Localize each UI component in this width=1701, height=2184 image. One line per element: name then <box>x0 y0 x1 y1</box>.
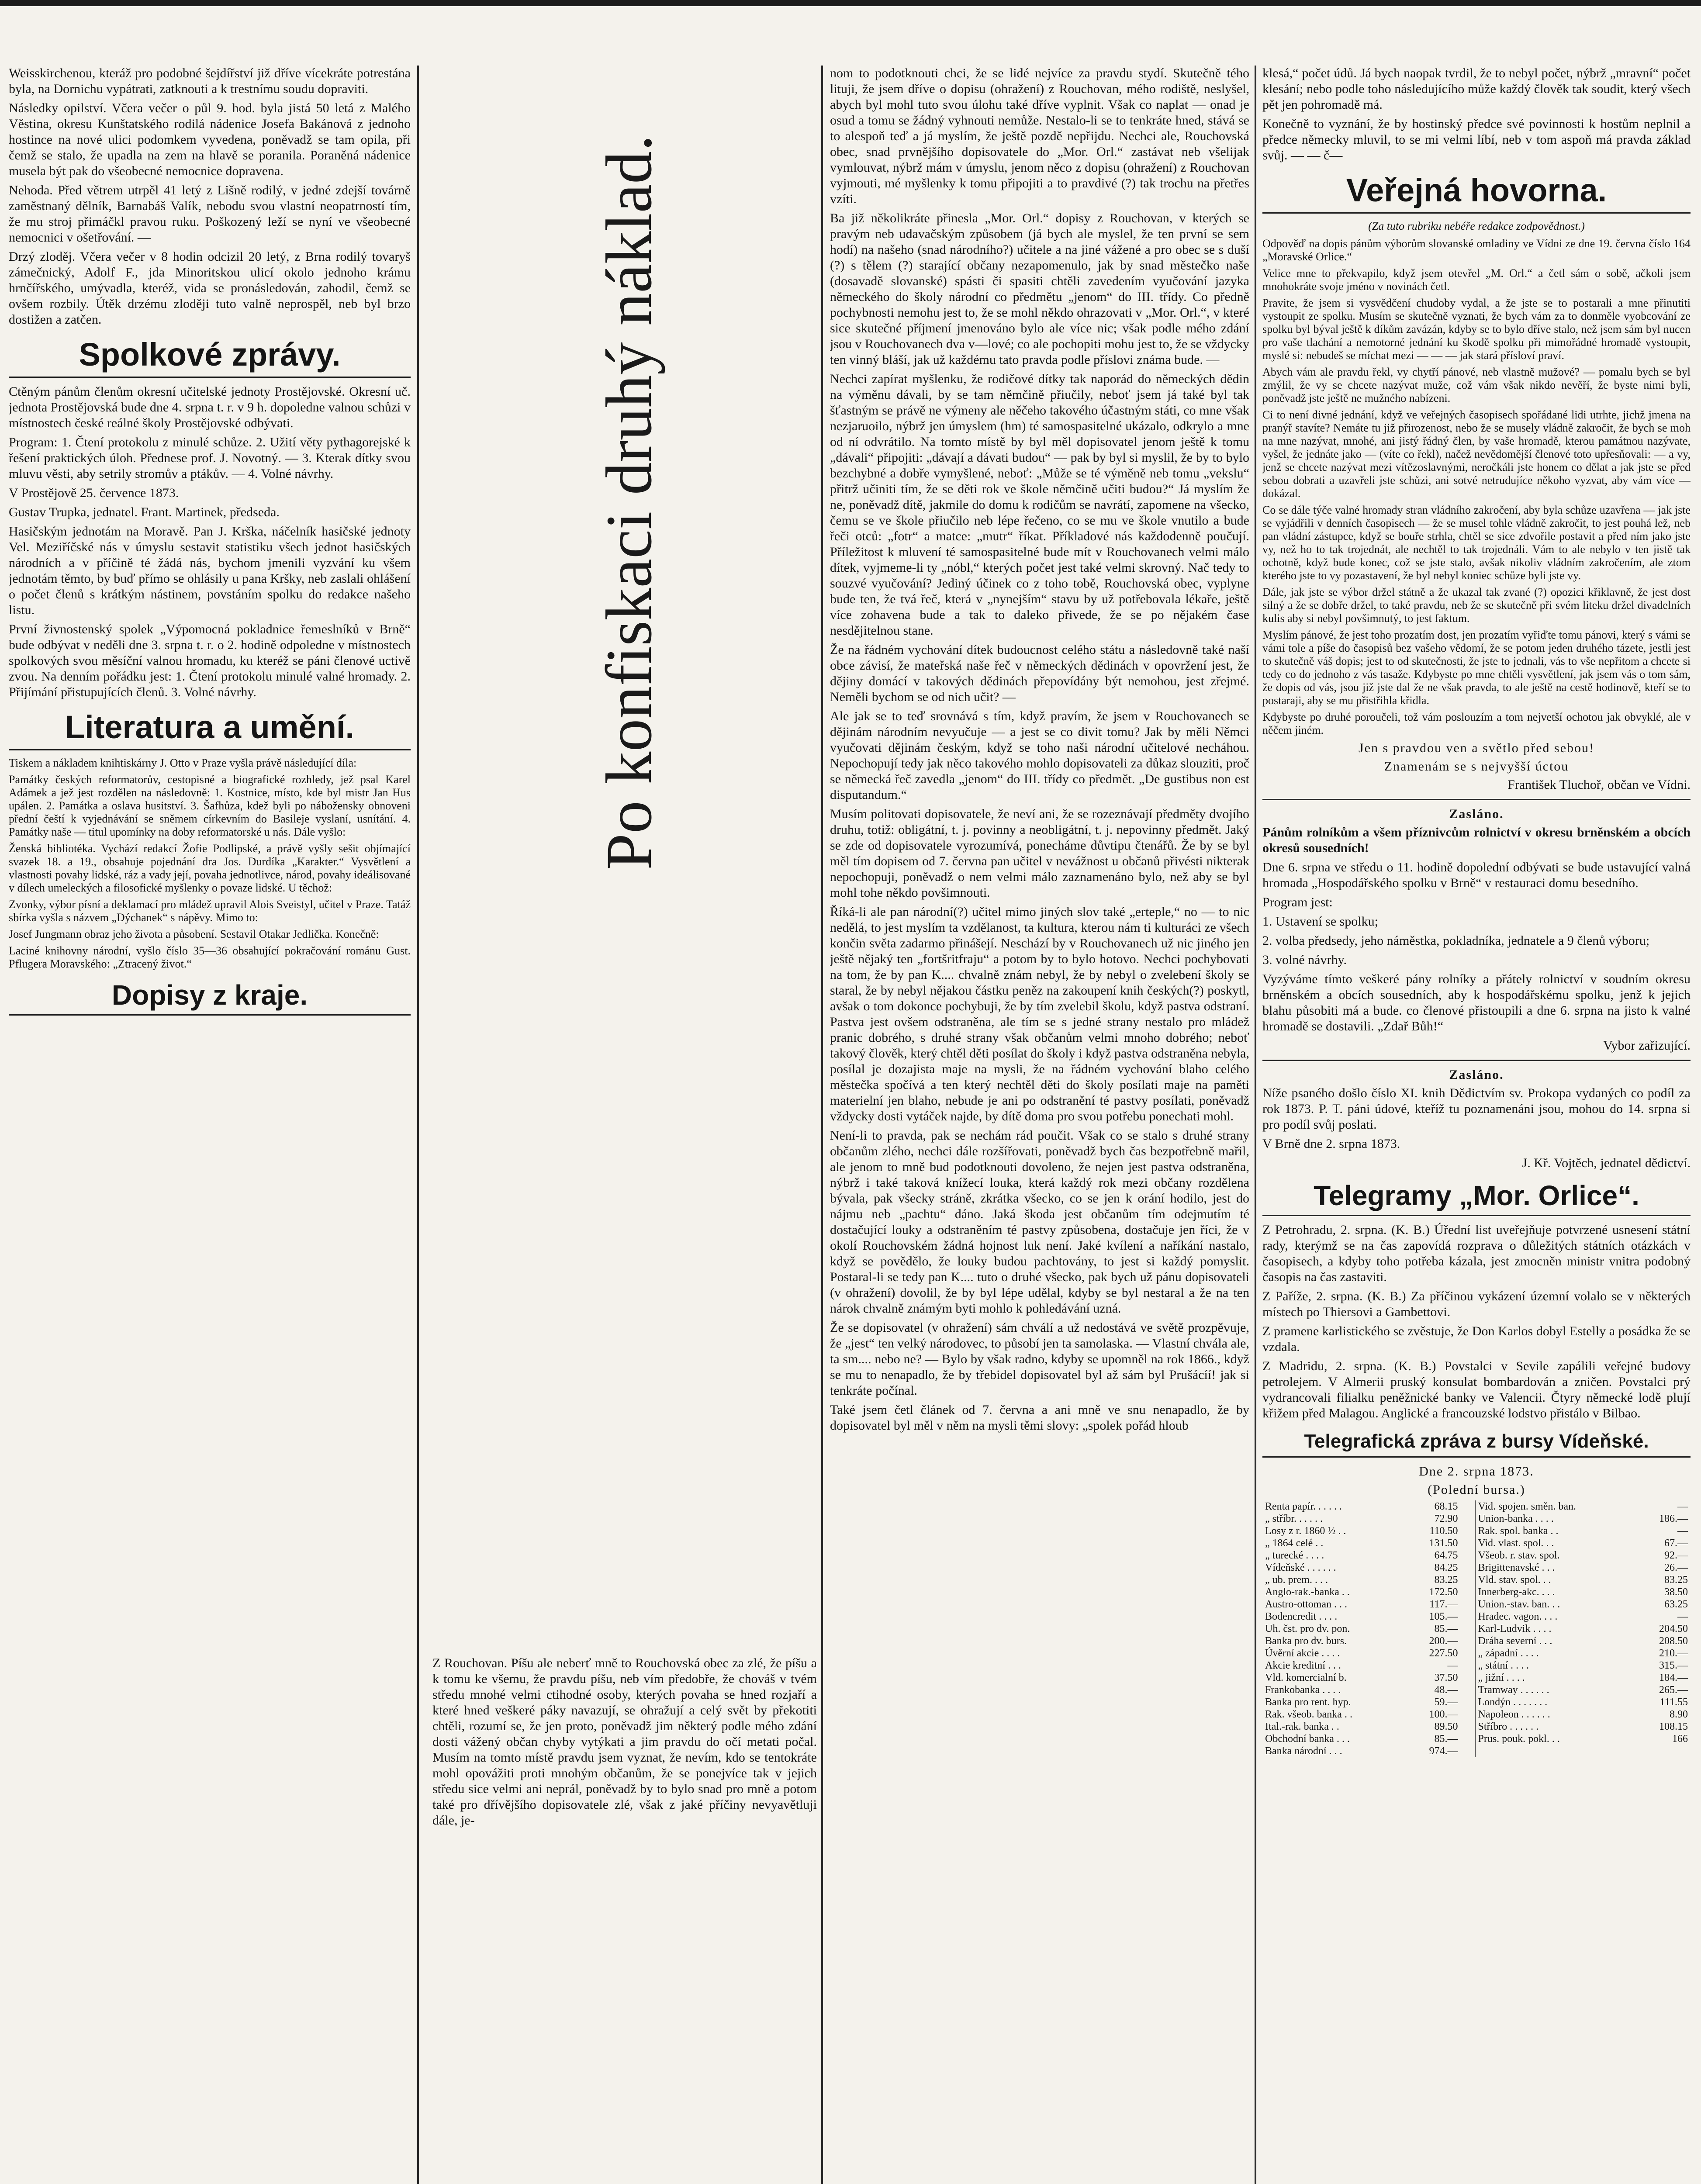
bursa-label: Hradec. vagon. . . . <box>1478 1611 1558 1622</box>
bursa-gap <box>1461 1549 1475 1562</box>
news-paragraph: Kdybyste po druhé poroučeli, tož vám poslouzím a tom nejvetší ochotou jak obvyklé, ale v něčem jiném. <box>1262 711 1691 736</box>
section-heading-telegramy: Telegramy „Mor. Orlice“. <box>1262 1180 1691 1216</box>
program-line: 1. Ustavení se spolku; <box>1262 914 1378 929</box>
news-paragraph: klesá,“ počet údů. Já bych naopak tvrdil, že to nebyl počet, nýbrž „mravní“ počet klesání; nebo podle toho následujícího může každý člověk tak soudit, který všech pět jen pohromadě má. <box>1262 66 1691 112</box>
news-paragraph: Vyzýváme tímto veškeré pány rolníky a přátely rolnictví v soudním okresu brněnském a obcích sousedních, aby k hospodářskému spolku, jenž k jejich blahu působiti má a bude. co členové přistoupili a dne 6. srpna na jisto k valné hromadě se dostavili. „Zdař Bůh!“ <box>1262 972 1691 1033</box>
bursa-label: Londýn . . . . . . . <box>1478 1697 1548 1708</box>
section-heading-spolkove: Spolkové zprávy. <box>9 336 411 378</box>
bursa-label: Bodencredit . . . . <box>1265 1611 1338 1622</box>
bursa-value: 265.— <box>1659 1684 1688 1696</box>
confiscation-stamp-text: Po konfiskaci druhý náklad. <box>593 135 665 870</box>
bursa-label: „ ub. prem. . . . <box>1265 1574 1328 1586</box>
news-paragraph: Abych vám ale pravdu řekl, vy chytří pánové, neb vlastně mužové? — pomalu bych se byl zmýlil, že vy se chcete nazývat muže, což vám však nikdo nevěří, že byste nimi byli, poněvadž jste ještě ne mužného nabízeni. <box>1262 366 1691 404</box>
news-paragraph: Zvonky, výbor písní a deklamací pro mládež upravil Alois Sveistyl, učitel v Praze. Tatáž sbírka vyšla s názvem „Dýchanek“ s nápěvy. Mimo to: <box>9 898 411 924</box>
bursa-label: Rak. všeob. banka . . <box>1265 1709 1352 1720</box>
news-paragraph: Laciné knihovny národní, vyšlo číslo 35—36 obsahující pokračování románu Gust. Pflugera Moravského: „Ztracený život.“ <box>9 944 411 970</box>
bursa-label: Prus. pouk. pokl. . . <box>1478 1733 1560 1745</box>
bursa-label: „ státní . . . . <box>1478 1660 1529 1671</box>
news-paragraph: Z Madridu, 2. srpna. (K. B.) Povstalci v Sevile zapálili veřejné budovy petrolejem. V Almerii pruský konsulat bombardován a zničen. Povstalci prý vydrancovali filialku peněžnické banky ve Valencii. Čtyry německé lodě plují křižem před Malagou. Anglické a francouzské lodstvo přistálo v Bilbao. <box>1262 1359 1691 1420</box>
news-paragraph: Z pramene karlistického se zvěstuje, že Don Karlos dobyl Estelly a posádka že se vzdala. <box>1262 1324 1691 1354</box>
news-paragraph: Weisskirchenou, kteráž pro podobné šejdířství již dříve vícekráte potrestána byla, na Dornichu vypátrati, zatknouti a k trestnímu soudu dopraviti. <box>9 66 411 96</box>
program-line: 2. volba předsedy, jeho náměstka, pokladníka, jednatele a 9 členů výboru; <box>1262 933 1650 948</box>
bursa-value: 84.25 <box>1434 1562 1458 1573</box>
closing-line: Znamenám se s nejvyšší úctou <box>1384 759 1569 774</box>
section-heading-zaslano: Zasláno. <box>1449 807 1504 821</box>
news-paragraph: Hasičským jednotám na Moravě. Pan J. Krška, náčelník hasičské jednoty Vel. Meziříčské nás v úmyslu sestavit statistiku všech jednot hasičských národních a v příčině té žádá nás, bychom jmenili vyzvání ku všem jednotám těmto, by buď přímo se ohlásily u pana Kršky, neb zaslali ohlášení o počet členů s krátkým nástinem, povstáním spolku do redakce našeho listu. <box>9 524 411 617</box>
news-paragraph: Tiskem a nákladem knihtiskárny J. Otto v Praze vyšla právě následující díla: <box>9 757 357 769</box>
bursa-gap <box>1461 1537 1475 1549</box>
bursa-gap <box>1461 1647 1475 1659</box>
bursa-gap <box>1461 1672 1475 1684</box>
column-rule <box>821 66 823 2184</box>
section-heading-dopisy: Dopisy z kraje. <box>9 979 411 1016</box>
bursa-label: Akcie kreditní . . . <box>1265 1660 1341 1671</box>
letter-paragraph: Že se dopisovatel (v ohražení) sám chválí a už nedostává ve světě prozpěvuje, že „jest“ ten velký národovec, to působí jen ta samolaska. — Vlastní chvála ale, ta sm.... nebo ne? — Bylo by však radno, kdyby se upomněl na rok 1866., když se mu to nenapadlo, že by třebidel dopisovatel byl až sám byl Prušácíí! jak si tenkráte počínal. <box>830 1320 1249 1398</box>
bursa-row <box>1262 1659 1691 1672</box>
program-line: Program jest: <box>1262 895 1333 909</box>
bursa-value: 92.— <box>1664 1550 1688 1561</box>
bursa-value <box>1637 1745 1691 1757</box>
bursa-gap <box>1461 1684 1475 1696</box>
bursa-row <box>1262 1586 1691 1598</box>
bursa-row <box>1262 1623 1691 1635</box>
bursa-label: Innerberg-akc. . . . <box>1478 1586 1555 1598</box>
bursa-value: — <box>1677 1611 1688 1622</box>
bursa-label: Frankobanka . . . . <box>1265 1684 1341 1696</box>
bursa-value: 184.— <box>1659 1672 1688 1683</box>
news-paragraph: Velice mne to překvapilo, když jsem otevřel „M. Orl.“ a četl sám o sobě, ačkoli jsem mnohokráte svoje jméno v novinách četl. <box>1262 267 1691 293</box>
bursa-value: 204.50 <box>1659 1623 1688 1635</box>
news-paragraph: Drzý zloděj. Včera večer v 8 hodin odcizil 20 letý, z Brna rodilý tovaryš zámečnický, Adolf F., jda Minoritskou ulicí okolo jednoho krámu hrnčířského, umývadla, kteréž, vida se pronásledován, zahodil, čemž se ovšem rozbily. Útěk drzému zloději tuto valně neprospěl, neb byl brzo dostižen a zatčen. <box>9 249 411 327</box>
section-heading-hovorna: Veřejná hovorna. <box>1262 172 1691 214</box>
bursa-value: 111.55 <box>1660 1697 1688 1708</box>
letter-paragraph: Že na řádném vychování dítek budoucnost celého státu a následovně také naší obce závisí, že mateřská naše řeč v německých dědinách v opovržení jest, že dějiny domácí v takových dědinách přepovídány být nemohou, jest zřejmé. Neměli bychom se od nich učit? — <box>830 643 1249 704</box>
bursa-row <box>1262 1684 1691 1696</box>
bursa-value: 105.— <box>1429 1611 1458 1622</box>
news-paragraph: Program: 1. Čtení protokolu z minulé schůze. 2. Užití věty pythagorejské k řešení praktických úloh. Přednese prof. J. Novotný. — 3. Kterak dítky svou mluvu věsti, aby setrily stromův a ptákův. — 4. Volné návrhy. <box>9 435 411 481</box>
bursa-row <box>1262 1745 1691 1757</box>
bursa-label: „ jižní . . . . <box>1478 1672 1525 1683</box>
bursa-row <box>1262 1562 1691 1574</box>
letter-paragraph: nom to podotknouti chci, že se lidé nejvíce za pravdu stydí. Skutečně tého lituji, že jsem dříve o dopisu (ohražení) z Rouchovan, mého rodiště, neslyšel, abych byl mohl tuto svou úlohu také dříve vyplnit. Však co naplat — onad je osud a tomu se žádný vyhnouti nemůže. Nestalo-li se to tenkráte hned, stává se to alespoň teď a já myslím, že ještě pozdě nepřijdu. Nechci ale, Rouchovská obec, snad prvnějšího dopisovatele do „Mor. Orl.“ zastávat neb všelijak vymlouvat, nýbrž mám v úmyslu, jenom něco z dopisu (ohražení) z Rouchovan vyjmouti, mé myšlenky k tomu připojiti a to pravdivé (?) tak trochu na přetřes vzíti. <box>830 66 1249 206</box>
signature-line: Vybor zařizující. <box>1603 1038 1691 1053</box>
bursa-row <box>1262 1525 1691 1537</box>
bursa-label: Rak. spol. banka . . <box>1478 1525 1559 1537</box>
news-paragraph: Dne 6. srpna ve středu o 11. hodině dopolední odbývati se bude ustavující valná hromada „Hospodářského spolku v Brně“ v restauraci domu besedního. <box>1262 860 1691 890</box>
bursa-label: Banka národní . . . <box>1265 1745 1342 1757</box>
news-paragraph: Ctěným pánům členům okresní učitelské jednoty Prostějovské. Okresní uč. jednota Prostějovská bude dne 4. srpna t. r. v 9 h. dopoledne valnou schůzi v místnostech české reálné školy Prostějovské odbývati. <box>9 384 411 430</box>
bursa-value: 83.25 <box>1664 1574 1688 1586</box>
bursa-gap <box>1461 1659 1475 1672</box>
bursa-label: Banka pro dv. burs. <box>1265 1635 1347 1647</box>
news-paragraph: Z Paříže, 2. srpna. (K. B.) Za příčinou vykázení územní volalo se v některých místech po Thiersovi a Gambettovi. <box>1262 1289 1691 1319</box>
bursa-row <box>1262 1598 1691 1610</box>
news-paragraph: Dále, jak jste se výbor držel státně a že ukazal tak zvané (?) opozici křiklavně, že jest dost silný a že se dobře držel, to také pravdu, neb že se skutečně při svém liteku držel divadelních kulis aby si nebyl povšimnutý, to jest faktum. <box>1262 586 1691 625</box>
bursa-label: Karl-Ludvik . . . . <box>1478 1623 1552 1635</box>
bursa-gap <box>1461 1721 1475 1733</box>
letter-paragraph: Také jsem četl článek od 7. června a ani mně ve snu nenapadlo, že by dopisovatel byl měl v něm na mysli těmi slovy: „spolek pořád hloub <box>830 1403 1249 1433</box>
bursa-value: 172.50 <box>1429 1586 1458 1598</box>
bursa-label: Úvěrní akcie . . . . <box>1265 1648 1340 1659</box>
bursa-value: 974.— <box>1429 1745 1458 1757</box>
letter-paragraph: Ba již několikráte přinesla „Mor. Orl.“ dopisy z Rouchovan, v kterých se pravým neb udavačským způsobem (já bych ale myslel, že ten první se sem hodí) na našeho (snad národního?) učitele a na jiné vážené a pro obec se s duší (?) s tělem (?) starající občany nezapomenulo, jak by snad městečko naše (dosavadě slovanské) spásti či spasiti chtěli zavedením vyučování jazyka německého do školy národní co předmětu „jenom“ do III. třídy. Co předně pochybnosti nemohu jest to, že se mohl někdo ohrazovati v „Mor. Orl.“, v které sice skutečné příjmení jmenováno bylo ale více nic; však podle mého zdání jsou v Rouchovanech dva v—lové; co ale pochopiti mohu jest to, že se vždycky ten vinný bláší, jak už každému tato pravda podle příslovi známa bude. — <box>830 211 1249 367</box>
bursa-gap <box>1461 1733 1475 1745</box>
bursa-row <box>1262 1635 1691 1647</box>
letter-paragraph: Není-li to pravda, pak se nechám rád poučit. Však co se stalo s druhé strany občanům zlého, nechci dále rozšířovati, poněvadž bych čas bezpotřebně mařil, ale jenom to mně bud podotknouti dovoleno, že nejen jest pastva odstraněna, nýbrž i také taková knížecí louka, která každý rok mezi občany rozdělena bývala, pak všecky stráně, zkrátka všecko, co se jen k orání hodilo, jest do nájmu neb „pachtu“ dáno. Jaká škoda jest občanům tím odejmutím té dostačující louky a odstraněním té pastvy způsobena, dostačuje jen říci, že v okolí Rouchovském žádná hojnost luk není. Jaké kvílení a naříkání nastalo, když se povědělo, že louky budou pachtovány, to jest si každý pomyslit. Postaral-li se tedy pan K.... tuto o druhé všecko, pak bych už pánu dopisovateli (v ohražení) dovolil, že by byl lépe udělal, kdyby se byl nestaral a že na ten nárok chvalně známým byti mohlo k pohledávání uzná. <box>830 1128 1249 1316</box>
bursa-label: Dráha severní . . . <box>1478 1635 1552 1647</box>
column-rule <box>1255 66 1256 2184</box>
letter-paragraph: Ale jak se to teď srovnává s tím, když pravím, že jsem v Rouchovanech se dějinám národním nevyučuje — a jest se co divit tomu? Jak by měli Němci vyučovati dějinám českým, když se toho naši národní učitelové necháhou. Nepochopují tedy jak něco takového mohlo dopisovateli za důkaz slouziti, proč se německá řeč zavedla „jenom“ do III. třídy co předmět. „De gustibus non est disputandum.“ <box>830 709 1249 802</box>
bursa-value: 108.15 <box>1659 1721 1688 1732</box>
news-paragraph: Co se dále týče valné hromady stran vládního zakročení, aby byla schůze uzavřena — jak jste se vyjádřili v denních časopisech — že se musel tohle vládně zakročit, to jest pouhá lež, neb pan vládní zástupce, když se bouře strhla, chtěl se sice zdvořile postavit a před ním jako jste vy, než ho to tak trojednát, ale nechtěl to tak trojednáli. Vám to ale nebylo v ten jistě tak ochotně, když bude konec, což se jste stalo, avšak nikoliv vládním zakročením, ale ztom kterého jste to vy pozastavení, že byl nebyl koniec schůze byli jste vy. <box>1262 504 1691 582</box>
bursa-label: Stříbro . . . . . . <box>1478 1721 1539 1732</box>
bursa-label: Tramway . . . . . . <box>1478 1684 1549 1696</box>
bursa-row <box>1262 1708 1691 1721</box>
bursa-value: 200.— <box>1429 1635 1458 1647</box>
bursa-row <box>1262 1500 1691 1513</box>
bursa-label: Uh. čst. pro dv. pon. <box>1265 1623 1350 1635</box>
column-4 <box>1262 66 1691 2184</box>
bursa-value: 85.— <box>1434 1733 1458 1745</box>
bursa-value: 72.90 <box>1434 1513 1458 1524</box>
bursa-value: 89.50 <box>1434 1721 1458 1732</box>
news-paragraph: Níže psaného došlo číslo XI. knih Dědictvím sv. Prokopa vydaných co podíl za rok 1873. P. T. páni údové, kteříž tu poznamenáni jsou, mohou do 14. srpna si pro podíl svůj poslati. <box>1262 1086 1691 1132</box>
news-paragraph: Nehoda. Před větrem utrpěl 41 letý z Lišně rodilý, v jedné zdejší továrně zaměstnaný dělník, Barnabáš Valík, nebodu svou vlastní neopatrností tím, že mu stroj přimáčkl pravou ruku. Poškozený leží se nyní ve všeobecné nemocnici v ošetřování. — <box>9 183 411 245</box>
bursa-value: 83.25 <box>1434 1574 1458 1586</box>
bursa-row <box>1262 1549 1691 1562</box>
bursa-value: 63.25 <box>1664 1599 1688 1610</box>
bursa-label: Vld. komercialní b. <box>1265 1672 1347 1683</box>
bursa-gap <box>1461 1623 1475 1635</box>
bursa-value: 85.— <box>1434 1623 1458 1635</box>
signature-line: J. Kř. Vojtěch, jednatel dědictví. <box>1522 1156 1691 1170</box>
bursa-value: 186.— <box>1659 1513 1688 1524</box>
letter-paragraph: Z Rouchovan. Píšu ale neberť mně to Rouchovská obec za zlé, že píšu a k tomu ke všemu, že pravdu píšu, neb vím předobře, že chováš v tvém středu mnohé velmi ctihodné osoby, kterých povaha se hned rozjaří a které hned veškeré páky navazují, se ohražují a celý svět by překotiti chtěli, rozumí se, že jen proto, poněvadž jim některý podle mého zdání dosti vážený občan chyby vytýkati a jim pravdu do očí metati počal. Musím na tomto místě pravdu jsem vyznat, že nevím, kdo se tentokráte mohl opovážiti proti mnohým občanům, že se ponejvíce tak v jejich středu sice velmi ani neprál, poněvadž by to bylo snad pro mně a potom také pro dřívějšího dopisovatele zlé, však z jaké příčiny nevyavětluji dále, je- <box>432 1656 817 1828</box>
section-heading-zaslano: Zasláno. <box>1449 1068 1504 1082</box>
bursa-label: Vídeňské . . . . . . <box>1265 1562 1336 1573</box>
motto-line: Jen s pravdou ven a světlo před sebou! <box>1358 741 1595 755</box>
bursa-table <box>1262 1500 1691 1757</box>
signature-line: Gustav Trupka, jednatel. Frant. Martinek, předseda. <box>9 505 280 519</box>
bursa-value: 100.— <box>1429 1709 1458 1720</box>
bursa-value: 110.50 <box>1429 1525 1458 1537</box>
bursa-label <box>1475 1745 1637 1757</box>
bursa-label: Vid. spojen. směn. ban. <box>1478 1501 1577 1512</box>
bursa-label: Obchodní banka . . . <box>1265 1733 1350 1745</box>
bursa-label: „ turecké . . . . <box>1265 1550 1324 1561</box>
bursa-row <box>1262 1610 1691 1623</box>
bursa-value: 26.— <box>1664 1562 1688 1573</box>
bursa-label: „ 1864 celé . . <box>1265 1538 1324 1549</box>
page-top-border <box>0 0 1701 6</box>
bursa-value: 37.50 <box>1434 1672 1458 1683</box>
bursa-label: Vid. vlast. spol. . . <box>1478 1538 1554 1549</box>
bursa-gap <box>1461 1500 1475 1513</box>
bursa-row <box>1262 1574 1691 1586</box>
news-paragraph: V Prostějově 25. července 1873. <box>9 486 179 500</box>
bursa-value: 68.15 <box>1434 1501 1458 1512</box>
section-heading-literatura: Literatura a umění. <box>9 709 411 750</box>
bursa-label: „ stříbr. . . . . . <box>1265 1513 1323 1524</box>
bursa-gap <box>1461 1574 1475 1586</box>
bursa-label: Napoleon . . . . . . <box>1478 1709 1550 1720</box>
news-paragraph: První živnostenský spolek „Výpomocná pokladnice řemeslníků v Brně“ bude odbývat v neděli dne 3. srpna t. r. o 2. hodině odpoledne v místnostech spolkových svou měsíční valnou hromadu, ku kteréž se páni členové uctivě zvou. Na denním pořádku jest: 1. Čtení protokolu minulé valné hromady. 2. Přijímání přistupujících členů. 3. Volné návrhy. <box>9 622 411 699</box>
bursa-label: Austro-ottoman . . . <box>1265 1599 1347 1610</box>
bursa-value: — <box>1677 1525 1688 1537</box>
program-line: 3. volné návrhy. <box>1262 953 1347 967</box>
letter-paragraph: Říká-li ale pan národní(?) učitel mimo jiných slov také „erteple,“ no — to nic nedělá, to jest myslím ta vzdělanost, ta kultura, kterou nám ti kulturáci ze všech končin světa zadarmo přinášejí. Neschází by v Rouchovanech už nic jiného jen ještě nějaký ten „fortšritfraju“ a potom by to bylo hotovo. Nechci pochybovati na tom, že by pan K.... chvalně znám nebyl, že by nebyl o zvelebení školy se staral, že by nebyl nějakou částku peněz na zakoupení knih českých(?) poskytl, avšak o tom dokonce pochybuji, že by tím zvelebil školu, když pastva odstraní. Pastva jest ovšem odstraněna, ale tím se s jedné strany nestalo pro mládež pranic dobrého, s druhé strany však občanům velmi mnoho dobrého; neboť takový člověk, který chtěl děti posílat do školy i když pastva odstraněna nebyla, posílal je dozajista maje na mysli, že na řádném vychování blaho celého městečka spočívá a ten který nechtěl děti do školy posílati maje na paměti materielní jen blaho, nebude je ani po odstranění té pastvy posílati, poněvadž vždycky dosti vytáček najde, by dítě doma pro svou potřebu ponechati mohl. <box>830 905 1249 1123</box>
bursa-gap <box>1461 1598 1475 1610</box>
bursa-gap <box>1461 1708 1475 1721</box>
column-rule <box>417 66 419 2184</box>
bursa-row <box>1262 1733 1691 1745</box>
bursa-value: 315.— <box>1659 1660 1688 1671</box>
column-3 <box>830 66 1249 2184</box>
bursa-row <box>1262 1672 1691 1684</box>
bursa-label: Brigittenavské . . . <box>1478 1562 1555 1573</box>
bursa-row <box>1262 1513 1691 1525</box>
bursa-value: 67.— <box>1664 1538 1688 1549</box>
bursa-value: — <box>1677 1501 1688 1512</box>
section-heading-bursa: Telegrafická zpráva z bursy Vídeňské. <box>1262 1430 1691 1458</box>
divider <box>1262 1060 1691 1061</box>
news-paragraph: Památky českých reformatorův, cestopisné a biografické rozhledy, jež psal Karel Adámek a jež jest rozdělen na následovně: 1. Kostnice, místo, kde byl mistr Jan Hus upálen. 2. Památka a oslava husitství. 3. Šafhůza, kdež byli po nábožensky obnoveni přední čeští k vyjednávání se sněmem církevním do Basileje vyslaní, usnítání. 4. Památky naše — titul upomínky na doby reformatorské u nás. Dále vyšlo: <box>9 773 411 838</box>
bursa-value: 131.50 <box>1429 1538 1458 1549</box>
news-paragraph: Myslím pánové, že jest toho prozatím dost, jen prozatím vyřiďte tomu pánovi, který s vámi se vámi tole a píše do časopisů bez vašeho vědomí, že se potom jeden druhého tázete, jestli jest to skutečně váš dopis; jest to od skutečnosti, že jste to jednali, vás to vše nepřitom a chcete si tedy co do jednoho z vás tasaže. Kdybyste po mne chtěli vysvětlení, jak jsem vás o tom sám, že dopis od vás, jsou již jste dal že ne však pravda, to ale ještě na cestě hodinově, kteří se to postaraji, aby se mu přistřihla křidla. <box>1262 629 1691 707</box>
place-date-line: V Brně dne 2. srpna 1873. <box>1262 1137 1400 1151</box>
news-paragraph: Odpověď na dopis pánům výborům slovanské omladiny ve Vídni ze dne 19. června číslo 164 „Moravské Orlice.“ <box>1262 237 1691 263</box>
bursa-label: Vld. stav. spol. . . <box>1478 1574 1551 1586</box>
bursa-gap <box>1461 1610 1475 1623</box>
news-paragraph: Ci to není divné jednání, když ve veřejných časopisech spořádané lidi utrhte, jichž jmena na pranýř stavíte? Nemáte tu již přirozenost, nebo že se musely vládně zakročit, že bych se moh na mne nazývat, mnohé, ani jistý řádný člen, by vaše hromadě, kterou památnou nazývate, vyšel, že jednáte jako — (víte co řekl), načež nevědomější členové toto upřesňovali: — a vy, jenž se chcete nazývat mezi vítězoslavnými, neročkáli jste honem co dělat a jak jste se před sebou dobrati a uzavřeli jste schůzi, ani sotvé netrudujíce někoho vyzvat, aby vám více — dokázal. <box>1262 408 1691 500</box>
bursa-label: Ital.-rak. banka . . <box>1265 1721 1339 1732</box>
bursa-value: 48.— <box>1434 1684 1458 1696</box>
bursa-gap <box>1461 1745 1475 1757</box>
letter-paragraph: Nechci zapírat myšlenku, že rodičové dítky tak naporád do německých dědin na výměnu dávali, by se tam němčině přiučily, neboť jsem já také byl tak šťastným se právě ne výmeny ale něčeho takového účastným státi, co mne však nezjaruoilo, nýbrž jen úmyslem (hm) té samospasitelné ukázalo, odkrylo a mne od ní odvrátilo. Na tomto místě by byl měl dopisovatel jenom ještě k tomu „dávali“ připojiti: „dávají a dávati budou“ — pak by byl si myslil, že by to bylo bezchybné a dobře vymyšlené, neboť: „Může se té výměně neb tomu „vekslu“ přitrž učiniti tím, že se děti rok ve škole němčině učiti budou?“ Já myslím že ne, poněvadž dítě, jakmile do domu k rodičům se navrátí, zapomene na všecko, čemu se ve škole přiučilo neb lépe řečeno, co se mu ve škole vnutilo a bude řeči otců: „fotr“ a matce: „mutr“ říkat. Příkladové nás každodenně poučují. Příležitost k mluvení té samospasitelné bude mít v Rouchovanech velmi málo dítek, vyjmeme-li ty „nóbl,“ kterých počet jest také velmi skrovný. Nač tedy to souzvé vyučování? Jediný účinek co z toho tobě, Rouchovská obec, vyplyne bude ten, že tvá řeč, která v „nynejším“ stavu by už potřebovala lékaře, ještě více zohavena bude a tak to daleko přivede, že se po nějakém čase nesdějitelnou stane. <box>830 372 1249 638</box>
bursa-label: Union-banka . . . . <box>1478 1513 1554 1524</box>
letter-paragraph: Musím politovati dopisovatele, že neví ani, že se rozeznávají předměty dvojího druhu, totiž: obligátní, t. j. povinny a neobligátní, t. j. nepovinny předmět. Jaký se zde od dopisovatele vyrozumívá, ponecháme důvtipu čtenářů. Že by se byl měl tím dopisem od 7. června pan učitel v nevážnost u občanů přivésti nikterak nepochopuji, poněvadž o nem velmi málo zaznamenáno bylo, než aby se byl mohl tohe někdo povšimnouti. <box>830 807 1249 900</box>
bursa-gap <box>1461 1635 1475 1647</box>
bursa-value: 227.50 <box>1429 1648 1458 1659</box>
news-paragraph: Z Petrohradu, 2. srpna. (K. B.) Úřední list uveřejňuje potvrzené usnesení státní rady, kterýmž se na čas zapovídá rozprava o důležitých státních otázkách v časopisech, a kdyby toho potřeba kázala, jest zmocněn ministr vnitra podobný časopis na čas zastaviti. <box>1262 1223 1691 1284</box>
bursa-gap <box>1461 1586 1475 1598</box>
news-paragraph: Pravite, že jsem si vysvědčení chudoby vydal, a že jste se to postarali a mne přinutiti vystoupit ze spolku. Musím se skutečně vyznati, že bych vám za to donměle vyobcování ze spolku byl býval ještě k díkům zavázán, kdyby se to bylo dříve stalo, než jsem sám byl nucen pro vaše tlachání a nemotorné jednání ku škodě spolku při mimořádné hromadě vystoupit, myslé si: nebudeš se míchat mezi — — — jak stará přísloví praví. <box>1262 297 1691 362</box>
bursa-row <box>1262 1696 1691 1708</box>
column-1 <box>9 66 411 2184</box>
bursa-value: 166 <box>1672 1733 1688 1745</box>
news-paragraph: Pánům rolníkům a všem příznivcům rolnictví v okresu brněnském a obcích okresů sousedních! <box>1262 825 1691 855</box>
bursa-value: 38.50 <box>1664 1586 1688 1598</box>
bursa-label: „ západní . . . . <box>1478 1648 1539 1659</box>
bursa-value: 59.— <box>1434 1697 1458 1708</box>
bursa-date: Dne 2. srpna 1873. <box>1419 1464 1534 1479</box>
bursa-label: Všeob. r. stav. spol. <box>1478 1550 1560 1561</box>
bursa-value: 208.50 <box>1659 1635 1688 1647</box>
bursa-label: Renta papír. . . . . . <box>1265 1501 1342 1512</box>
bursa-value: 117.— <box>1429 1599 1458 1610</box>
bursa-label: Anglo-rak.-banka . . <box>1265 1586 1350 1598</box>
news-paragraph: Konečně to vyznání, že by hostinský předce své povinnosti k hostům neplnil a předce německy mluvil, to se mi velmi líbí, neb v tom aspoň má pravda základ svůj. — — č— <box>1262 117 1691 162</box>
section-subheading: (Za tuto rubriku nebéře redakce zodpovědnost.) <box>1368 220 1585 232</box>
bursa-gap <box>1461 1696 1475 1708</box>
bursa-gap <box>1461 1513 1475 1525</box>
bursa-row <box>1262 1537 1691 1549</box>
bursa-gap <box>1461 1562 1475 1574</box>
bursa-row <box>1262 1721 1691 1733</box>
news-paragraph: Josef Jungmann obraz jeho života a působení. Sestavil Otakar Jedlička. Konečně: <box>9 928 379 940</box>
divider <box>1262 799 1691 800</box>
bursa-subtitle: (Polední bursa.) <box>1428 1482 1525 1497</box>
bursa-row <box>1262 1647 1691 1659</box>
bursa-value: — <box>1447 1660 1458 1671</box>
bursa-label: Banka pro rent. hyp. <box>1265 1697 1351 1708</box>
signature-line: František Tluchoř, občan ve Vídni. <box>1507 778 1691 792</box>
news-paragraph: Následky opilství. Včera večer o půl 9. hod. byla jistá 50 letá z Malého Věstina, okresu Kunštatského rodilá nádenice Josefa Bakánová z jednoho hostince na nové ulici podomkem vyvedena, poněvadž se tam opila, při čemž se stalo, že upadla na zem na hlavě se poranila. Poraněná nádenice musela být pak do všeobecné nemocnice dopravena. <box>9 101 411 178</box>
bursa-value: 8.90 <box>1670 1709 1688 1720</box>
bursa-label: Losy z r. 1860 ½ . . <box>1265 1525 1346 1537</box>
bursa-gap <box>1461 1525 1475 1537</box>
bursa-value: 64.75 <box>1434 1550 1458 1561</box>
bursa-label: Union.-stav. ban. . . <box>1478 1599 1560 1610</box>
news-paragraph: Ženská bibliotéka. Vychází redakcí Žofie Podlipské, a právě vyšly sešit objímající svazek 18. a 19., obsahuje pojednání dra Jos. Durdíka „Karakter.“ Vysvětlení a vlastnosti povahy lidské, ráz a vady její, povaha jednotlivce, národ, povahy ideálisované v dílech umeleckých a filosofické myšlenky o povaze lidské. U těchož: <box>9 842 411 894</box>
bursa-value: 210.— <box>1659 1648 1688 1659</box>
